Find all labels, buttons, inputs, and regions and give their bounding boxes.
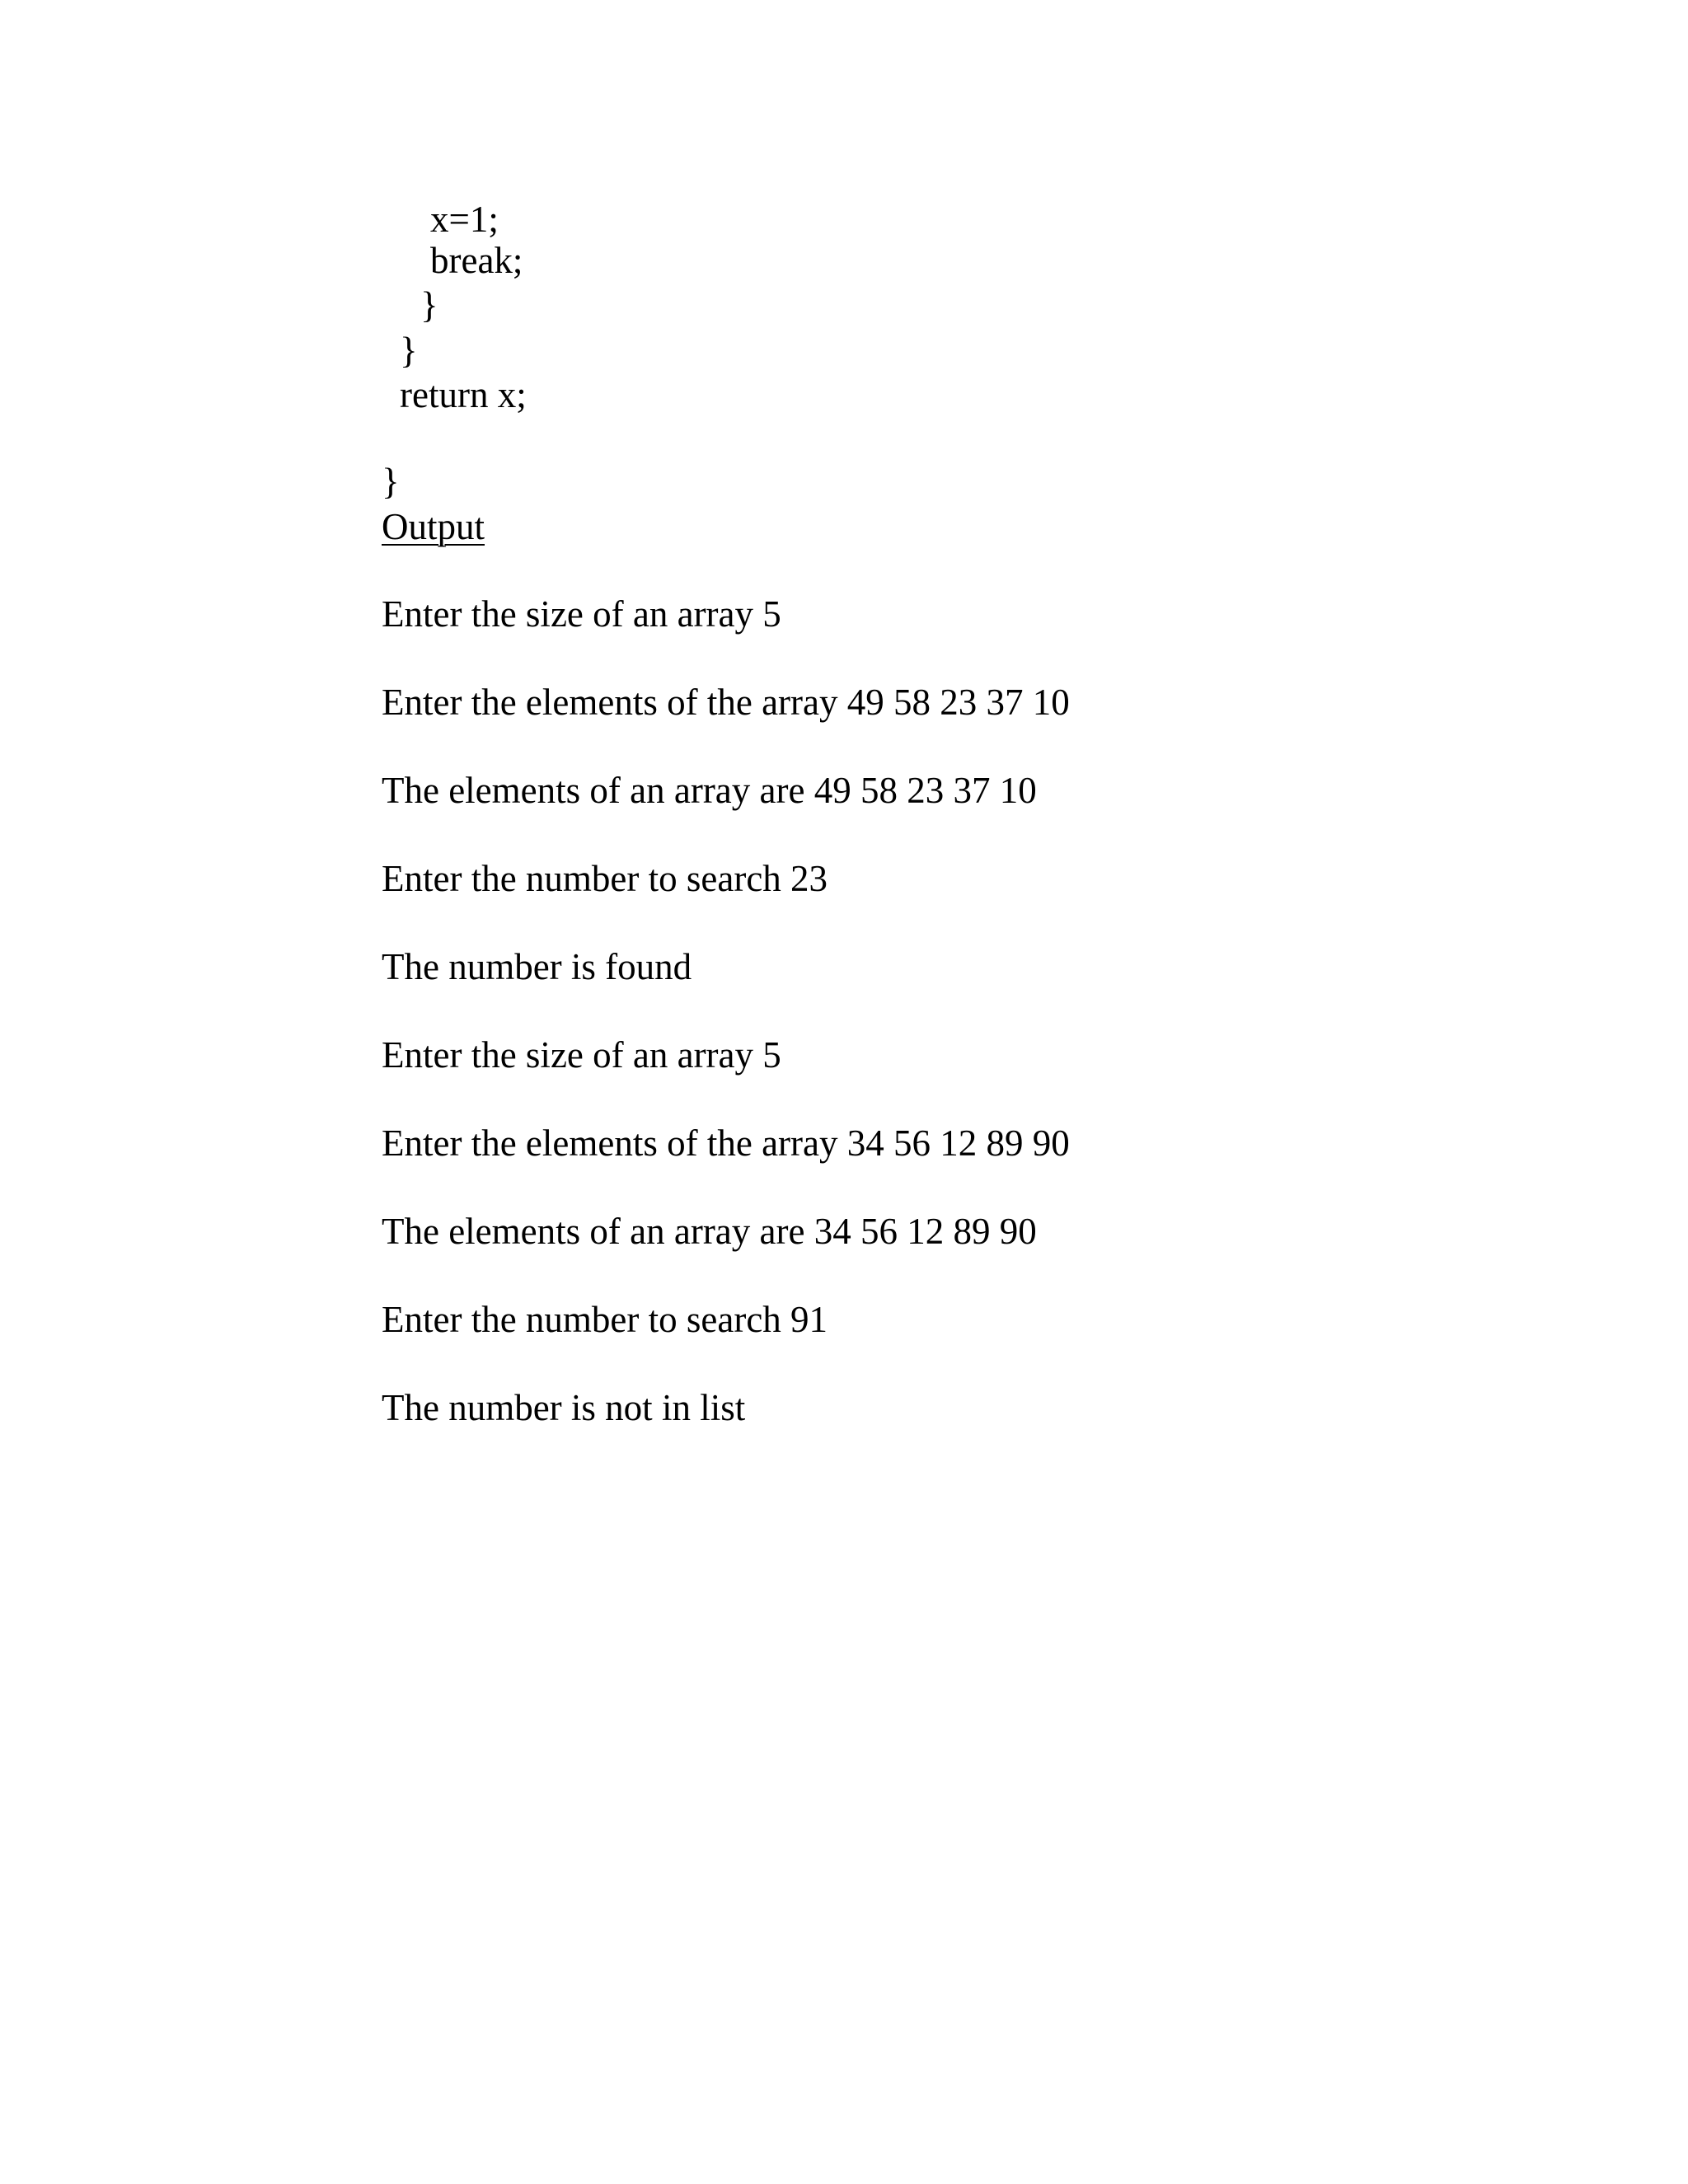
output-line: The elements of an array are 49 58 23 37 10 <box>382 770 1037 811</box>
output-line: Enter the elements of the array 34 56 12 89 90 <box>382 1122 1070 1164</box>
code-line-return: return x; <box>400 374 527 415</box>
output-line: Enter the number to search 23 <box>382 858 828 899</box>
output-line: Enter the number to search 91 <box>382 1299 828 1340</box>
code-line-brace-loop: } <box>400 330 418 371</box>
output-line: Enter the elements of the array 49 58 23 37 10 <box>382 682 1070 723</box>
code-line-brace-function: } <box>382 461 400 502</box>
output-line: Enter the size of an array 5 <box>382 593 781 635</box>
code-line-brace-inner: } <box>420 284 438 326</box>
output-line: The number is not in list <box>382 1387 746 1428</box>
output-line: The number is found <box>382 946 692 987</box>
output-line: The elements of an array are 34 56 12 89 90 <box>382 1211 1037 1252</box>
code-line-assign: x=1; <box>430 199 499 240</box>
output-line: Enter the size of an array 5 <box>382 1034 781 1076</box>
output-heading: Output <box>382 506 485 547</box>
code-line-break: break; <box>430 240 523 281</box>
